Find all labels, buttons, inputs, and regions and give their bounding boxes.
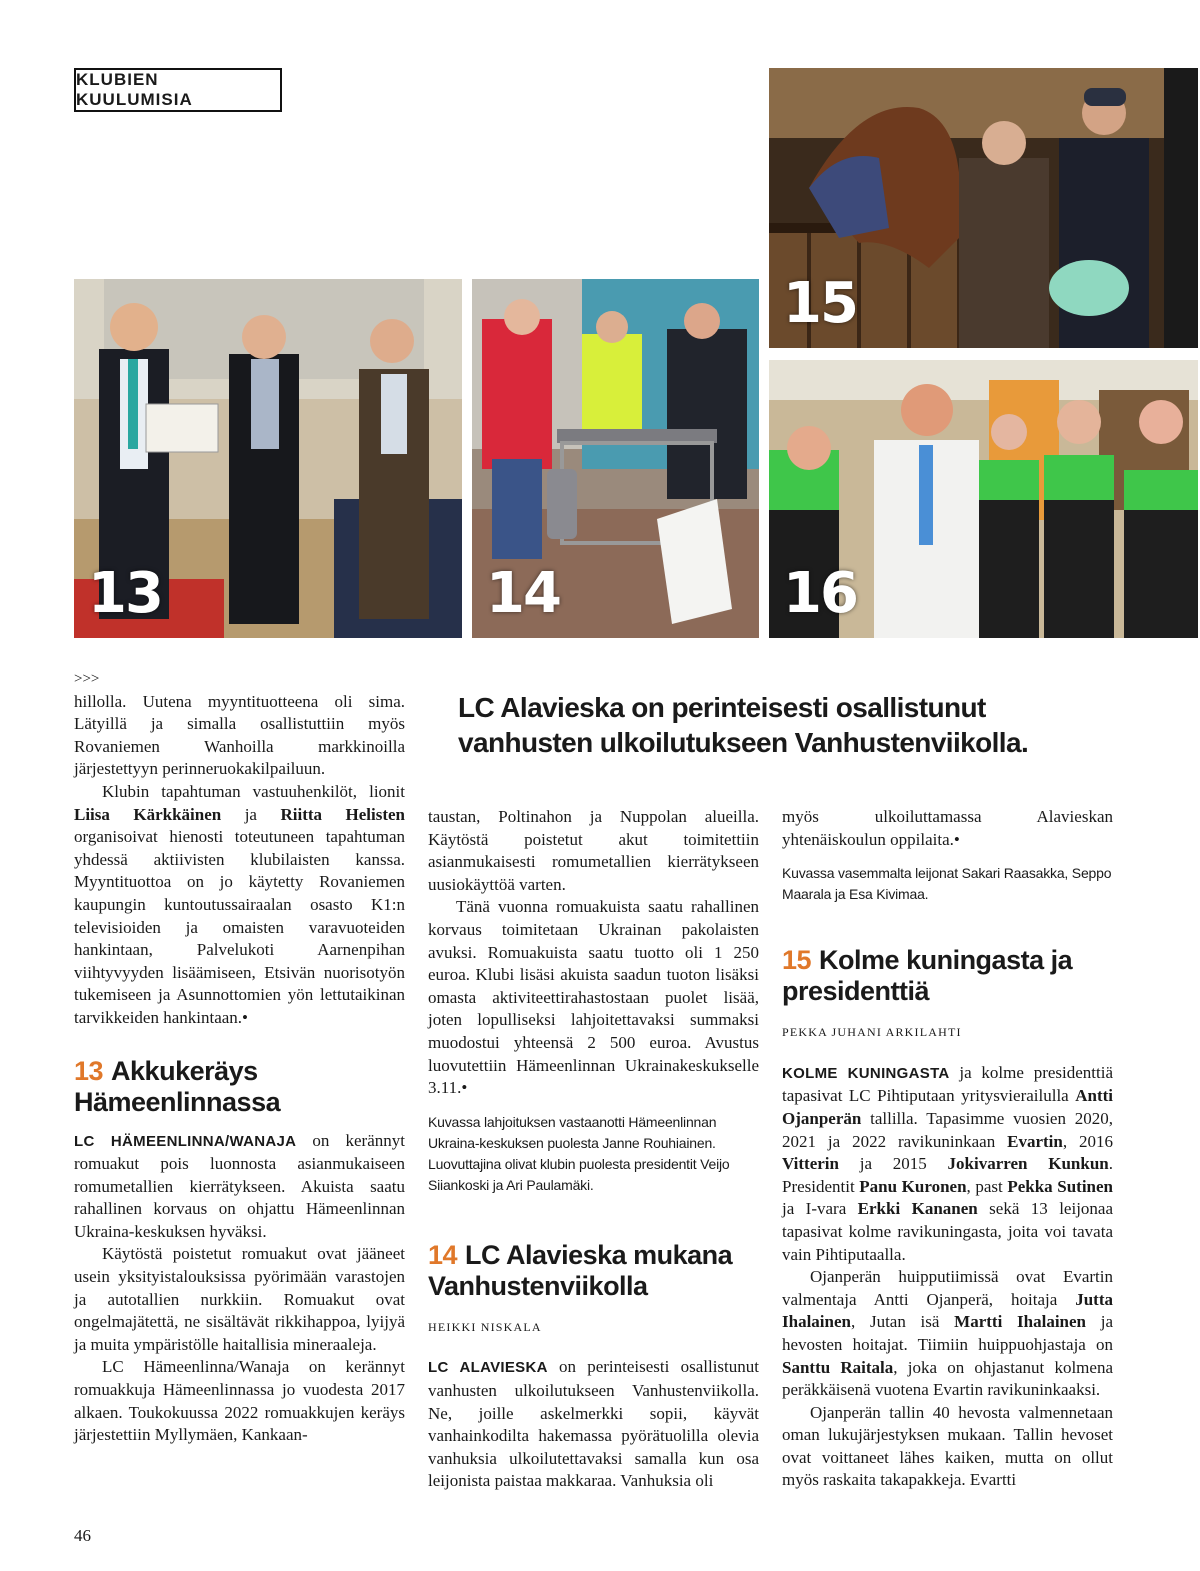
heading-13: 13 Akkukeräys Hämeenlinnassa <box>74 1055 281 1117</box>
byline-14: HEIKKI NISKALA <box>428 1319 542 1334</box>
paragraph-continued: hillolla. Uutena myyntituotteena oli sima. Lätyillä ja simalla osallistuttiin myös Rovaniemen Wanhoilla markkinoilla järjestettyyn perinneruokakilpailuun. <box>74 691 405 779</box>
byline-15: PEKKA JUHANI ARKILAHTI <box>782 1025 962 1040</box>
paragraph-13-3: LC Hämeenlinna/Wanaja on kerännyt romuakkuja Hämeenlinnassa jo vuodesta 2017 alkaen. Toukokuussa 2022 romuakkujen keräys järjestettiin Myllymäen, Kankaan- <box>74 1357 405 1445</box>
paragraph-13-3-cont: taustan, Poltinahon ja Nuppolan alueilla. Käytöstä poistetut akut toimitettiin asianmukaisesti romumetallien kierrätykseen uusiokäyttöä varten. <box>428 807 759 894</box>
pull-quote: LC Alavieska on perinteisesti osallistunut vanhusten ulkoilutukseen Vanhustenviikolla. <box>458 692 1029 758</box>
paragraph-organizers: Klubin tapahtuman vastuuhenkilöt, lionit Liisa Kärkkäinen ja Riitta Helisten organisoivat hienosti toteutuneen tapahtuman yhdessä aktiivisten klubilaisten kanssa. Myyntituottoa on jo käytetty Rovaniemen kaupungin kuntoutussairaalan osasto K1:n televisioiden ja omaisten varavuoteiden hankintaan, Palvelukoti Aarnenpihan viihtyvyyden lisäämiseen, Etsivän nuorisotyön tukemiseen ja Asunnottomien yön lettutaikinan tarvikkeiden hankintaan.• <box>74 781 405 1027</box>
photo-number-13: 13 <box>88 561 162 626</box>
paragraph-14-cont: myös ulkoiluttamassa Alavieskan yhtenäiskoulun oppilaita.• <box>782 807 1113 849</box>
caption-14: Kuvassa vasemmalta leijonat Sakari Raasakka, Seppo Maarala ja Esa Kivimaa. <box>782 865 1112 903</box>
photo-13-donation <box>74 279 462 638</box>
photo-14-grilling <box>472 279 759 638</box>
paragraph-13-lead: LC HÄMEENLINNA/WANAJA on kerännyt romuakut pois luonnosta asianmukaiseen romumetallien kierrätykseen. Akuista saatu rahallinen korvaus on ohjattu Hämeenlinnan Ukraina-keskuksen hyväksi. <box>74 1130 405 1241</box>
heading-15: 15 Kolme kuningasta ja presidenttiä <box>782 945 1073 1007</box>
page-number: 46 <box>74 1526 91 1545</box>
paragraph-13-2: Käytöstä poistetut romuakut ovat jääneet usein yksityistalouksissa pyörimään varastojen ja autotallien nurkkiin. Romuakut ovat ongelmajätettä, ne sisältävät rikkihappoa, lyijyä ja muita ympäristölle haitallisia mineraaleja. <box>74 1244 405 1354</box>
paragraph-15-2: Ojanperän huipputiimissä ovat Evartin valmentaja Antti Ojanperä, hoitaja Jutta Ihalainen, Jutan isä Martti Ihalainen ja hevosten hoitajat. Tiimiin huippuohjastaja on Santtu Raitala, joka on ohjastanut kolmena peräkkäisenä vuotena Evartin ravikuninkaaksi. <box>782 1267 1114 1400</box>
paragraph-14-lead: LC ALAVIESKA on perinteisesti osallistunut vanhusten ulkoilutukseen Vanhustenviikolla. Ne, joille askelmerkki sopii, käyvät vanhainkodilta hakemassa pyörätuolilla olevia vanhuksia ulkoilutettavaksi samalla kun osa leijonista paistaa makkaraa. Vanhuksia oli <box>428 1357 759 1491</box>
paragraph-13-4: Tänä vuonna romuakuista saatu rahallinen korvaus toimitetaan Ukrainan pakolaisten avuksi. Romuakuista saatu tuotto oli 1 250 euroa. Klubi lisäsi akuista saadun tuoton lisäksi omasta aktiviteettirahastostaan puolet lisää, joten lopulliseksi lahjoitettavaksi summaksi muodostui yhteensä 2 500 euroa. Avustus luovutettiin Hämeenlinnan Ukrainakeskukselle 3.11.• <box>428 897 759 1098</box>
column-2 <box>428 806 759 1493</box>
paragraph-15-lead: KOLME KUNINGASTA ja kolme presidenttiä tapasivat LC Pihtiputaan yritysvierailulla Antti Ojanperän tallilla. Tapasimme vuosien 2020, 2021 ja 2022 ravikuninkaan Evartin, 2016 Vitterin ja 2015 Jokivarren Kunkun. Presidentit Panu Kuronen, past Pekka Sutinen ja I-vara Erkki Kananen sekä 13 leijonaa tapasivat kolme ravikuningasta, joita voi tavata vain Pihtiputaalla. <box>782 1062 1114 1264</box>
caption-13: Kuvassa lahjoituksen vastaanotti Hämeenlinnan Ukraina-keskuksen puolesta Janne Rouhiainen. Luovuttajina olivat klubin puolesta presidentit Veijo Siiankoski ja Ari Paulamäki. <box>428 1113 730 1193</box>
column-3 <box>782 806 1113 1492</box>
continued-marker: >>> <box>74 671 100 687</box>
paragraph-15-3: Ojanperän tallin 40 hevosta valmennetaan oman lukujärjestyksen mukaan. Tallin hevoset ovat voittaneet lähes kaiken, mutta on ollut myös raskaita takapakkeja. Evartti <box>782 1402 1113 1490</box>
photo-number-15: 15 <box>783 271 857 336</box>
photo-number-16: 16 <box>783 561 857 626</box>
photo-16-group <box>769 360 1198 638</box>
photo-number-14: 14 <box>486 561 560 626</box>
photo-15-horse-stable <box>769 68 1198 348</box>
heading-14: 14 LC Alavieska mukana Vanhustenviikolla <box>428 1239 733 1301</box>
column-1 <box>74 668 405 1447</box>
section-label: KLUBIEN KUULUMISIA <box>74 68 282 112</box>
